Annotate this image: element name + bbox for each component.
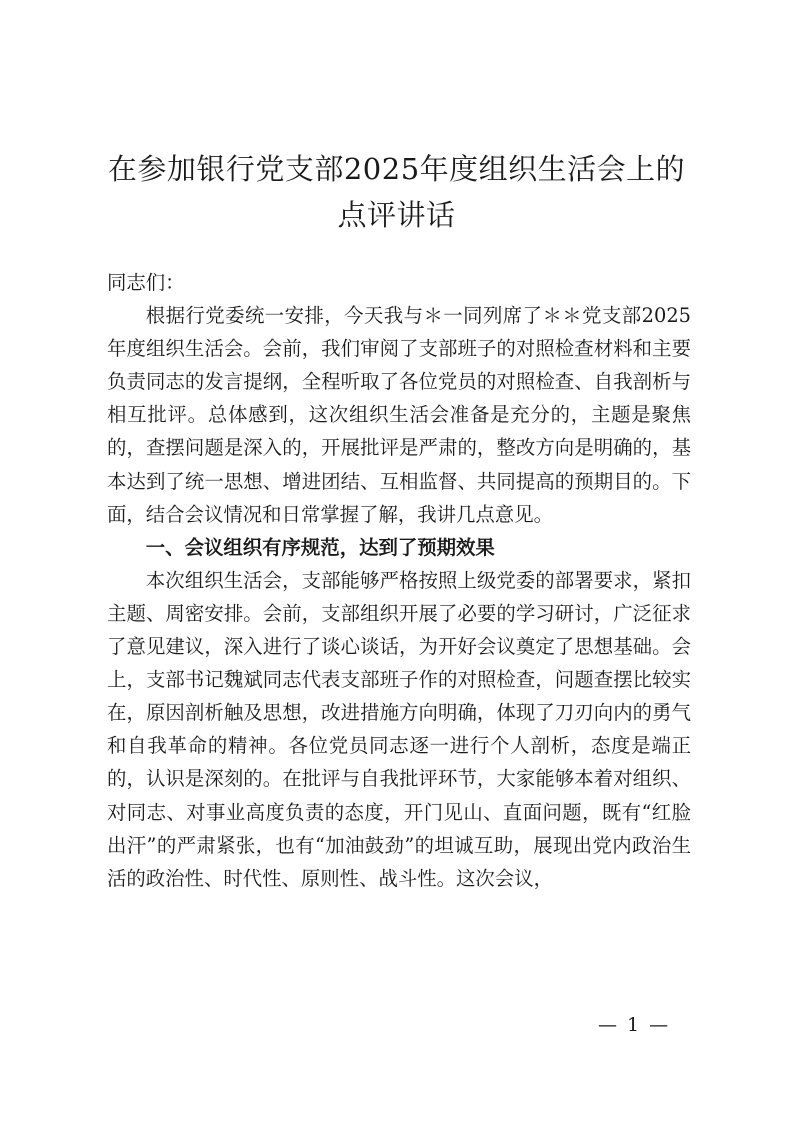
page-number: — 1 —	[598, 1014, 671, 1036]
title-line-2: 点评讲话	[337, 198, 456, 232]
title-line-1: 在参加银行党支部2025年度组织生活会上的	[107, 152, 686, 186]
paragraph-intro: 根据行党委统一安排，今天我与＊一同列席了＊＊党支部2025年度组织生活会。会前，我们审阅了支部班子的对照检查材料和主要负责同志的发言提纲，全程听取了各位党员的对照检查、自我剖析与相互批评。总体感到，这次组织生活会准备是充分的，主题是聚焦的，查摆问题是深入的，开展批评是严肃的，整改方向是明确的，基本达到了统一思想、增进团结、互相监督、共同提高的预期目的。下面，结合会议情况和日常掌握了解，我讲几点意见。	[107, 304, 691, 526]
salutation: 同志们：	[107, 271, 185, 294]
paragraph-section-1: 本次组织生活会，支部能够严格按照上级党委的部署要求，紧扣主题、周密安排。会前，支部组织开展了必要的学习研讨，广泛征求了意见建议，深入进行了谈心谈话，为开好会议奠定了思想基础。会上，支部书记魏斌同志代表支部班子作的对照检查，问题查摆比较实在，原因剖析触及思想，改进措施方向明确，体现了刀刃向内的勇气和自我革命的精神。各位党员同志逐一进行个人剖析，态度是端正的，认识是深刻的。在批评与自我批评环节，大家能够本着对组织、对同志、对事业高度负责的态度，开门见山、直面问题，既有“红脸出汗”的严肃紧张，也有“加油鼓劲”的坦诚互助，展现出党内政治生活的政治性、时代性、原则性、战斗性。这次会议，	[107, 568, 691, 890]
section-heading-1: 一、会议组织有序规范，达到了预期效果	[145, 535, 495, 559]
document-title	[90, 146, 703, 238]
document-body	[107, 266, 691, 895]
